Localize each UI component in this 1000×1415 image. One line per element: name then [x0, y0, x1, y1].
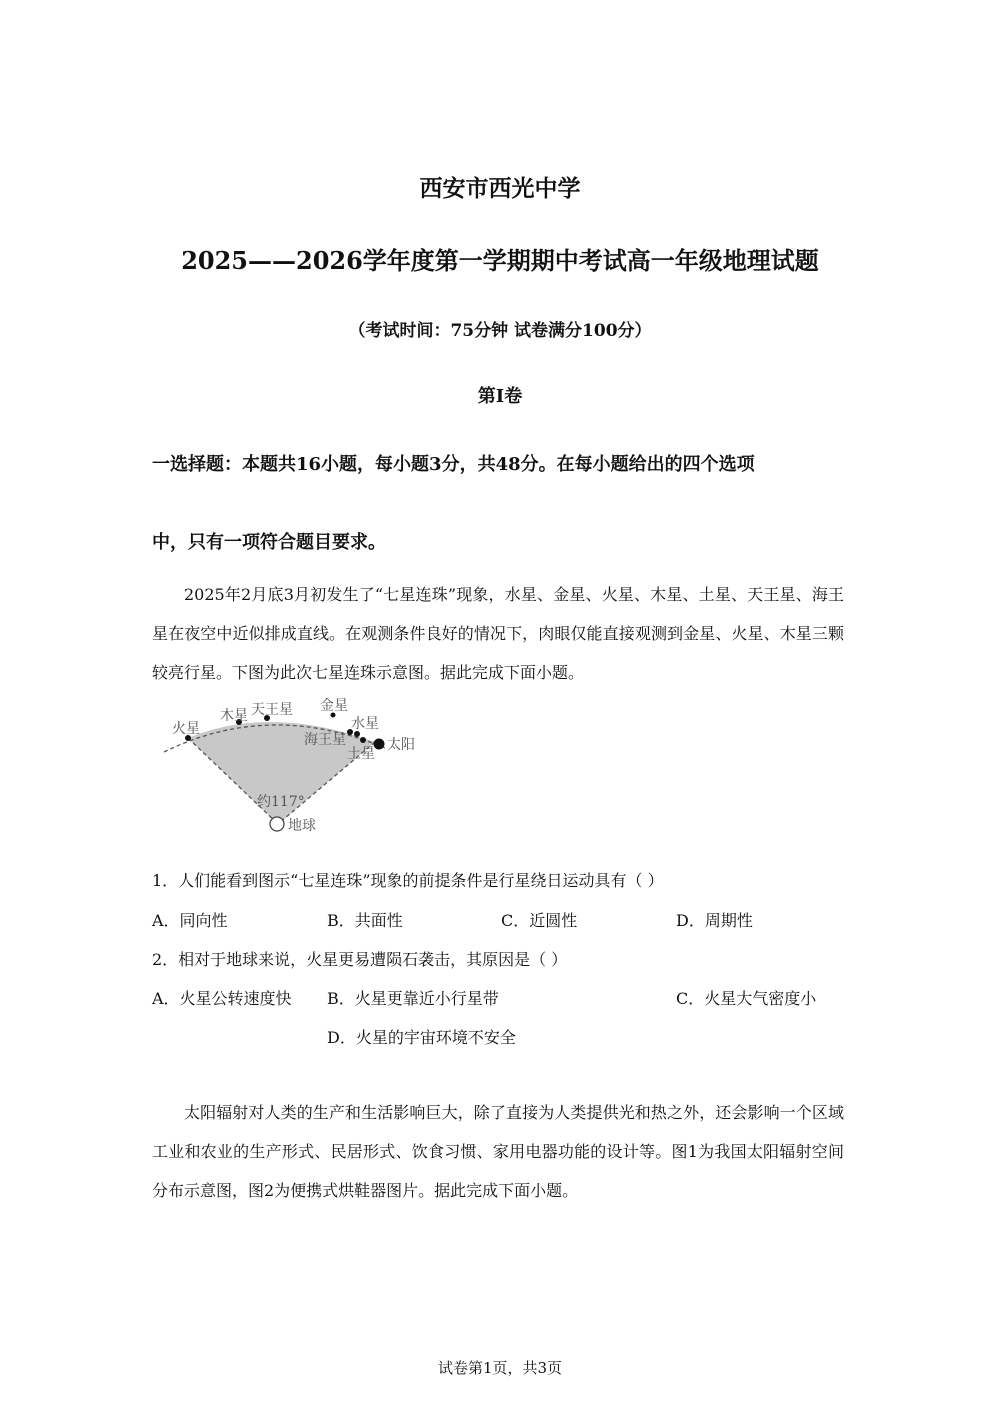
- question-2-stem: 2．相对于地球来说，火星更易遭陨石袭击，其原因是（ ）: [152, 950, 568, 969]
- label-uranus: 天王星: [251, 702, 293, 718]
- q1-option-b[interactable]: B．共面性: [327, 911, 403, 930]
- label-mars: 火星: [172, 721, 200, 737]
- label-jupiter: 木星: [220, 708, 248, 724]
- school-name: 西安市西光中学: [419, 175, 581, 202]
- q2-option-c[interactable]: C．火星大气密度小: [676, 989, 817, 1008]
- question-1-stem: 1．人们能看到图示“七星连珠”现象的前提条件是行星绕日运动具有（ ）: [152, 871, 664, 890]
- label-sun: 太阳: [387, 737, 415, 753]
- section-heading-line2: 中，只有一项符合题目要求。: [152, 532, 386, 553]
- earth-circle: [270, 817, 284, 831]
- page-footer: 试卷第1页，共3页: [437, 1359, 563, 1377]
- label-saturn: 土星: [347, 746, 375, 762]
- label-earth: 地球: [288, 818, 316, 834]
- saturn-dot: [360, 737, 366, 743]
- q1-option-d[interactable]: D．周期性: [676, 911, 753, 930]
- q2-option-d[interactable]: D．火星的宇宙环境不安全: [327, 1028, 516, 1047]
- sun-dot: [374, 739, 385, 750]
- label-neptune: 海王星: [304, 732, 346, 748]
- q2-option-b[interactable]: B．火星更靠近小行星带: [327, 989, 499, 1008]
- label-mercury: 水星: [351, 716, 379, 732]
- volume-label: 第Ⅰ卷: [477, 386, 523, 407]
- exam-info: （考试时间：75分钟 试卷满分100分）: [348, 321, 652, 341]
- label-venus: 金星: [320, 698, 348, 714]
- section-heading-line1: 一选择题：本题共16小题，每小题3分，共48分。在每小题给出的四个选项: [152, 454, 755, 475]
- q1-option-a[interactable]: A．同向性: [152, 911, 228, 930]
- exam-title: 2025——2026学年度第一学期期中考试高一年级地理试题: [181, 246, 819, 275]
- q2-option-a[interactable]: A．火星公转速度快: [152, 989, 292, 1008]
- passage-2: 太阳辐射对人类的生产和生活影响巨大，除了直接为人类提供光和热之外，还会影响一个区域工业和农业的生产形式、民居形式、饮食习惯、家用电器功能的设计等。图1为我国太阳辐射空间分布示意图，图2为便携式烘鞋器图片。据此完成下面小题。: [152, 1103, 844, 1200]
- passage-1: 2025年2月底3月初发生了“七星连珠”现象，水星、金星、火星、木星、土星、天王星、海王星在夜空中近似排成直线。在观测条件良好的情况下，肉眼仅能直接观测到金星、火星、木星三颗较亮行星。下图为此次七星连珠示意图。据此完成下面小题。: [152, 585, 844, 682]
- label-angle: 约117°: [257, 794, 305, 810]
- q1-option-c[interactable]: C．近圆性: [501, 911, 578, 930]
- planet-alignment-figure: [150, 690, 430, 840]
